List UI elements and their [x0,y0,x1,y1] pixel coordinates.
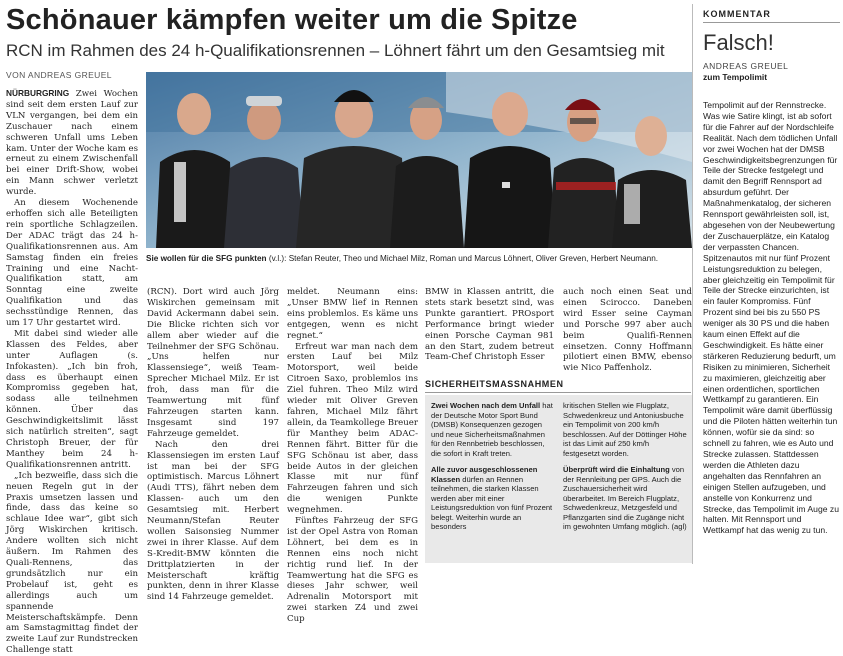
infobox-divider [425,392,691,393]
article-paragraph: BMW in Klassen antritt, die stets stark besetzt sind, was Punkte garantiert. PROsport Performance bringt wieder einen Porsche Cayman 981 an den Start, zudem betreut Team-Chef Christoph Esser [425,287,554,363]
infobox-paragraph: kritischen Stellen wie Flugplatz, Schwedenkreuz und Antoniusbuche ein Tempolimit von 200 km/h beschlossen. Auf der Döttinger Höhe ist das Limit auf 250 km/h festgesetzt worden. [563,401,687,458]
team-photo [146,72,692,248]
kommentar-topic: zum Tempolimit [703,72,768,82]
infobox [425,395,692,563]
infobox-column-1 [431,401,555,539]
kommentar-divider [703,22,840,23]
article-paragraph: Nach den drei Klassensiegen im ersten Lauf ist man bei der SFG optimistisch. Marcus Löhnert (Audi TTS), fährt neben dem Klassen- auch um den Gesamtsieg mit. Herbert Neumann/Stefan Reuter wollen Saisonsieg Nummer zwei in ihrer Klasse. Auf dem S-Kredit-BMW könnten die Drittplatzierten in der Meisterschaft kräftig punkten, denn in ihrer Klasse sind 14 Fahrzeuge gemeldet. [147,439,279,603]
article-column-3 [287,287,418,625]
team-photo-image [146,72,692,248]
infobox-column-2 [563,401,687,539]
article-paragraph: (RCN). Dort wird auch Jörg Wiskirchen gemeinsam mit David Ackermann dabei sein. Die Blicke richten sich vor allem aber wieder auf die Teilnehmer der SFG Schönau. „Uns helfen nur Klassensiege“, weiß Team-Sprecher Michael Milz. Er ist froh, dass man für die Teamwertung mit fünf Fahrzeugen starten kann. Insgesamt sind 197 Fahrzeuge gemeldet. [147,287,279,439]
infobox-text: dürfen an Rennen teilnehmen, die starken Klassen werden aber mit einer Leistungsreduktion von fünf Prozent belegt. Weiterhin wurde an besonders [431,474,553,531]
article-paragraph: Fünftes Fahrzeug der SFG ist der Opel Astra von Roman Löhnert, bei dem es in Rennen eins noch nicht richtig rund lief. In der Teamwertung hat die SFG es dieses Jahr schwer, weil Adrenalin Motorsport mit zwei starken Z4 und zwei Cup [287,516,418,625]
article-paragraph: Mit dabei sind wieder alle Klassen des Feldes, aber unter Auflagen (s. Infokasten). „Ich bin froh, dass es überhaupt einen Kompromiss gegeben hat, sodass alle teilnehmen können. Über das Geschwindigkeitslimit lässt sich natürlich streiten“, sagt Christoph Breuer, der für Manthey beim 24 h-Qualifikationsrennen antritt. [6,328,138,470]
article-column-5 [563,287,692,374]
infobox-lead: Überprüft wird die Einhaltung [563,465,670,474]
kommentar-author: ANDREAS GREUEL [703,61,789,71]
byline: VON ANDREAS GREUEL [6,70,112,80]
photo-caption-text: (v.l.): Stefan Reuter, Theo und Michael Milz, Roman und Marcus Löhnert, Oliver Greven, Herbert Neumann. [266,254,659,263]
infobox-lead: Alle zuvor ausgeschlossenen Klassen [431,465,538,484]
article-column-1 [6,88,138,656]
article-column-4 [425,287,554,367]
column-divider [692,4,693,564]
photo-caption [146,254,692,263]
article-paragraph: Zwei Wochen sind seit dem ersten Lauf zur VLN vergangen, bei dem ein Zuschauer nach einem schweren Unfall ums Leben kam. Unter der Woche kam es erneut zu einem Zwischenfall bei einer Drift-Show, wobei ein Mann schwer verletzt wurde. [6,89,138,198]
article-paragraph: „Ich bezweifle, dass sich die neuen Regeln gut in der Praxis umsetzen lassen und finde, dass das keine so schlaue Idee war“, gibt sich Jörg Wiskirchen kritisch. Andere wollten sich nicht äußern. Im Rahmen des Quali-Rennens, das grundsätzlich nur ein Probelauf ist, geht es allerdings auch um spannende Meisterschaftskämpfe. Denn am Samstagmittag findet der zweite Lauf zur Rundstrecken Challenge statt [6,470,138,656]
kommentar-label: KOMMENTAR [703,9,771,19]
infobox-paragraph [431,465,555,532]
article-paragraph: Erfreut war man nach dem ersten Lauf bei Milz Motorsport, weil beide Citroen Saxo, problemlos ins Ziel fuhren. Theo Milz wird wieder mit Oliver Greven fahren, Michael Milz fährt allein, da Teamkollege Breuer für Manthey beim ADAC-Rennen fährt. Bitter für die SFG Schönau ist aber, dass beide Autos in der gleichen Klasse mit nur fünf Fahrzeugen fahren und sich die wenigen Punkte wegnehmen. [287,341,418,516]
article-column-2 [147,287,279,603]
infobox-paragraph [431,401,555,458]
subheadline: RCN im Rahmen des 24 h-Qualifikationsrennen – Löhnert fährt um den Gesamtsieg mit [6,41,665,60]
photo-caption-bold: Sie wollen für die SFG punkten [146,254,267,263]
article-paragraph: meldet. Neumann eins: „Unser BMW lief in Rennen eins problemlos. Es käme uns entgegen, wenn es nicht regnet.“ [287,287,418,341]
kommentar-text: Tempolimit auf der Rennstrecke. Was wie Satire klingt, ist ab sofort für die Fahrer auf der Nordschleife Realität. Nach dem tödlichen Unfall vor zwei Wochen hat der DMSB Geschwindigkeitsbegrenzungen für Teile der Strecke festgelegt und damit den Begriff Rennsport ad absurdum geführt. Der Maßnahmenkatalog, der sicheren Rennsport gewährleisten soll, ist, abgesehen von der Neubewertung der Zuschauerplätze, ein Katalog der verpassten Chancen. Spitzenautos mit nur fünf Prozent Leistungsreduktion zu belegen, aber gleichzeitig ein Tempolimit für Teile der Strecke einzurichten, ist ein fauler Kompromiss. Fünf Prozent sind bei bis zu 550 PS weniger als 30 PS und die haben kaum einen Effekt auf die Geschwindigkeit. Es hätte einer stärkeren Reduzierung bedurft, um Risiken zu minimieren, Sicherheit zu maximieren, gleichzeitig aber einen ordentlichen, sportlichen Wettkampf zu garantieren. Ein Tempolimit wäre damit überflüssig und die Piloten hätten weiterhin tun können, wofür sie da sind: so schnell zu fahren, wie es Auto und Strecke zulassen. Stattdessen werden die Athleten dazu angehalten das Rennfahren an einigen Stellen aufzugeben, und anstelle von Konkurrenz und Strecke, das Tempolimit im Auge zu halten. Mit Rennsport und Wettkampf hat das wenig zu tun. [703,100,839,536]
article-paragraph: An diesem Wochenende erhoffen sich alle Beteiligten rein sportliche Schlagzeilen. Der ADAC trägt das 24 h-Qualifikationsrennen aus. Am Samstag finden ein freies Training und eine Nacht-Qualifikation statt, am Sonntag eine zweite Qualifikation und das sechsstündige Rennen, das um 17 Uhr gestartet wird. [6,198,138,329]
infobox-text: von der Rennleitung per GPS. Auch die Zuschauersicherheit wird überarbeitet. Im Bereich Flugplatz, Schwedenkreuz, Metzgesfeld und Pflanzgarten sind die Zugänge nicht im gewohnten Umfang möglich. (agl) [563,465,687,531]
infobox-lead: Zwei Wochen nach dem Unfall [431,401,541,410]
dateline: NÜRBURGRING [6,88,70,98]
infobox-paragraph [563,465,687,532]
infobox-heading: SICHERHEITSMASSNAHMEN [425,379,564,389]
infobox-text: hat der Deutsche Motor Sport Bund (DMSB) Konsequenzen gezogen und neue Sicherheitsmaßnahmen für den Rennbetrieb beschlossen, die sofort in Kraft treten. [431,401,553,458]
headline: Schönauer kämpfen weiter um die Spitze [6,4,578,36]
kommentar-title: Falsch! [703,30,774,55]
article-paragraph: auch noch einen Seat und einen Scirocco. Daneben wird Esser seine Cayman und Porsche 997 aber auch beim Qualifi-Rennen einsetzen. Conny Hoffmann pilotiert einen BMW, ebenso wie Nico Paffenholz. [563,287,692,374]
